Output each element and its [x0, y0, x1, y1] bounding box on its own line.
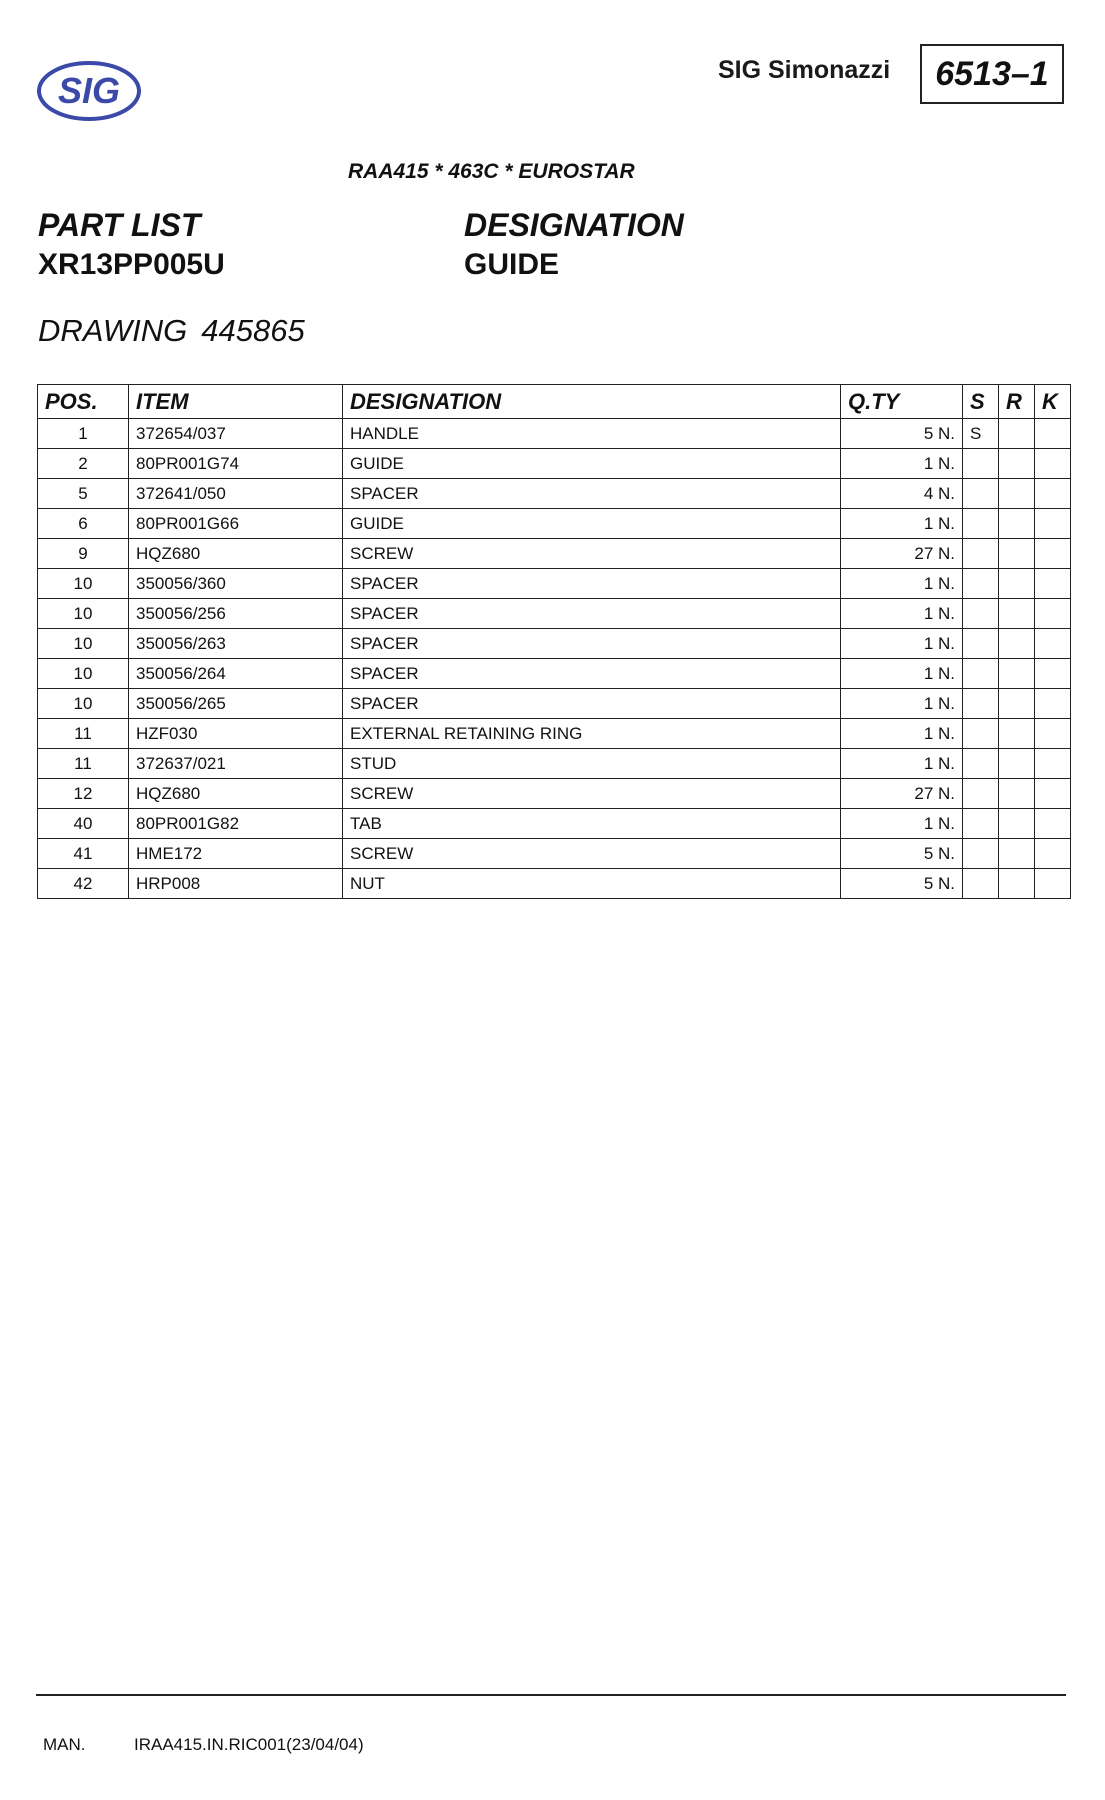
- cell-k: [1035, 479, 1071, 509]
- header-k: K: [1035, 385, 1071, 419]
- cell-designation: SPACER: [343, 689, 841, 719]
- cell-s: S: [963, 419, 999, 449]
- cell-item: HZF030: [129, 719, 343, 749]
- cell-qty: 1 N.: [841, 629, 963, 659]
- cell-s: [963, 689, 999, 719]
- sig-logo-text: SIG: [57, 70, 121, 111]
- header-item: ITEM: [129, 385, 343, 419]
- header-s: S: [963, 385, 999, 419]
- cell-k: [1035, 839, 1071, 869]
- cell-designation: SCREW: [343, 779, 841, 809]
- designation-value: GUIDE: [464, 248, 560, 281]
- cell-k: [1035, 629, 1071, 659]
- cell-pos: 6: [38, 509, 129, 539]
- cell-s: [963, 509, 999, 539]
- cell-r: [999, 539, 1035, 569]
- cell-r: [999, 869, 1035, 899]
- table-row: [38, 569, 1071, 599]
- table-row: [38, 659, 1071, 689]
- cell-pos: 40: [38, 809, 129, 839]
- cell-r: [999, 569, 1035, 599]
- cell-r: [999, 419, 1035, 449]
- part-list-label: PART LIST: [38, 207, 201, 243]
- table-row: [38, 869, 1071, 899]
- table-row: [38, 749, 1071, 779]
- cell-r: [999, 509, 1035, 539]
- cell-k: [1035, 599, 1071, 629]
- cell-s: [963, 659, 999, 689]
- cell-r: [999, 839, 1035, 869]
- page-code: 6513–1: [920, 44, 1064, 104]
- header-qty: Q.TY: [841, 385, 963, 419]
- cell-designation: SPACER: [343, 479, 841, 509]
- cell-pos: 42: [38, 869, 129, 899]
- designation-label: DESIGNATION: [464, 207, 684, 243]
- cell-k: [1035, 749, 1071, 779]
- cell-designation: SPACER: [343, 569, 841, 599]
- brand-name: SIG Simonazzi: [718, 56, 891, 84]
- cell-pos: 11: [38, 749, 129, 779]
- cell-item: HQZ680: [129, 779, 343, 809]
- cell-pos: 10: [38, 569, 129, 599]
- cell-item: 372637/021: [129, 749, 343, 779]
- table-row: [38, 839, 1071, 869]
- cell-pos: 5: [38, 479, 129, 509]
- cell-pos: 41: [38, 839, 129, 869]
- cell-pos: 10: [38, 599, 129, 629]
- parts-table: [37, 384, 1071, 899]
- cell-r: [999, 779, 1035, 809]
- cell-item: 350056/263: [129, 629, 343, 659]
- cell-qty: 4 N.: [841, 479, 963, 509]
- cell-qty: 1 N.: [841, 449, 963, 479]
- cell-s: [963, 539, 999, 569]
- cell-designation: NUT: [343, 869, 841, 899]
- cell-qty: 27 N.: [841, 779, 963, 809]
- cell-qty: 1 N.: [841, 599, 963, 629]
- cell-r: [999, 719, 1035, 749]
- drawing-reference: [38, 313, 305, 349]
- cell-item: HME172: [129, 839, 343, 869]
- cell-k: [1035, 719, 1071, 749]
- cell-r: [999, 629, 1035, 659]
- table-row: [38, 599, 1071, 629]
- cell-qty: 1 N.: [841, 509, 963, 539]
- cell-k: [1035, 869, 1071, 899]
- drawing-number: 445865: [201, 313, 305, 348]
- cell-s: [963, 869, 999, 899]
- parts-table-body: [38, 419, 1071, 899]
- table-row: [38, 509, 1071, 539]
- cell-k: [1035, 689, 1071, 719]
- cell-r: [999, 689, 1035, 719]
- cell-designation: EXTERNAL RETAINING RING: [343, 719, 841, 749]
- cell-s: [963, 749, 999, 779]
- cell-item: 80PR001G82: [129, 809, 343, 839]
- cell-k: [1035, 419, 1071, 449]
- table-header-row: [38, 385, 1071, 419]
- header-r: R: [999, 385, 1035, 419]
- cell-s: [963, 449, 999, 479]
- cell-r: [999, 749, 1035, 779]
- cell-item: 350056/264: [129, 659, 343, 689]
- cell-qty: 1 N.: [841, 749, 963, 779]
- cell-k: [1035, 539, 1071, 569]
- header-designation: DESIGNATION: [343, 385, 841, 419]
- cell-item: HRP008: [129, 869, 343, 899]
- cell-s: [963, 629, 999, 659]
- cell-qty: 5 N.: [841, 869, 963, 899]
- cell-qty: 1 N.: [841, 659, 963, 689]
- cell-pos: 9: [38, 539, 129, 569]
- cell-pos: 12: [38, 779, 129, 809]
- cell-s: [963, 569, 999, 599]
- cell-designation: SCREW: [343, 539, 841, 569]
- cell-designation: GUIDE: [343, 509, 841, 539]
- table-row: [38, 629, 1071, 659]
- table-row: [38, 449, 1071, 479]
- cell-qty: 1 N.: [841, 689, 963, 719]
- cell-pos: 10: [38, 689, 129, 719]
- cell-designation: SPACER: [343, 659, 841, 689]
- cell-designation: GUIDE: [343, 449, 841, 479]
- cell-s: [963, 779, 999, 809]
- cell-item: 372641/050: [129, 479, 343, 509]
- table-row: [38, 719, 1071, 749]
- cell-pos: 11: [38, 719, 129, 749]
- cell-item: 372654/037: [129, 419, 343, 449]
- cell-r: [999, 599, 1035, 629]
- cell-item: 350056/360: [129, 569, 343, 599]
- cell-k: [1035, 569, 1071, 599]
- cell-qty: 5 N.: [841, 839, 963, 869]
- table-row: [38, 779, 1071, 809]
- cell-k: [1035, 659, 1071, 689]
- cell-designation: SPACER: [343, 599, 841, 629]
- cell-qty: 1 N.: [841, 719, 963, 749]
- footer-man: MAN.: [43, 1735, 86, 1754]
- cell-item: 80PR001G74: [129, 449, 343, 479]
- cell-designation: HANDLE: [343, 419, 841, 449]
- table-row: [38, 539, 1071, 569]
- model-subtitle: RAA415 * 463C * EUROSTAR: [348, 160, 635, 183]
- cell-designation: SPACER: [343, 629, 841, 659]
- footer-reference: IRAA415.IN.RIC001(23/04/04): [134, 1735, 364, 1754]
- drawing-label: DRAWING: [38, 313, 188, 348]
- header-pos: POS.: [38, 385, 129, 419]
- cell-k: [1035, 809, 1071, 839]
- part-list-code: XR13PP005U: [38, 248, 225, 281]
- cell-qty: 1 N.: [841, 809, 963, 839]
- cell-pos: 10: [38, 659, 129, 689]
- table-row: [38, 809, 1071, 839]
- cell-k: [1035, 509, 1071, 539]
- cell-designation: TAB: [343, 809, 841, 839]
- table-row: [38, 479, 1071, 509]
- cell-pos: 10: [38, 629, 129, 659]
- cell-s: [963, 479, 999, 509]
- cell-r: [999, 479, 1035, 509]
- cell-s: [963, 839, 999, 869]
- cell-k: [1035, 779, 1071, 809]
- cell-item: 350056/265: [129, 689, 343, 719]
- cell-s: [963, 809, 999, 839]
- cell-r: [999, 449, 1035, 479]
- table-row: [38, 419, 1071, 449]
- cell-s: [963, 599, 999, 629]
- cell-qty: 1 N.: [841, 569, 963, 599]
- table-row: [38, 689, 1071, 719]
- cell-item: 350056/256: [129, 599, 343, 629]
- cell-pos: 2: [38, 449, 129, 479]
- sig-logo: [36, 60, 142, 122]
- cell-pos: 1: [38, 419, 129, 449]
- cell-r: [999, 809, 1035, 839]
- cell-qty: 27 N.: [841, 539, 963, 569]
- cell-item: 80PR001G66: [129, 509, 343, 539]
- cell-designation: STUD: [343, 749, 841, 779]
- cell-qty: 5 N.: [841, 419, 963, 449]
- cell-item: HQZ680: [129, 539, 343, 569]
- cell-k: [1035, 449, 1071, 479]
- cell-designation: SCREW: [343, 839, 841, 869]
- footer-divider: [36, 1694, 1066, 1696]
- cell-r: [999, 659, 1035, 689]
- cell-s: [963, 719, 999, 749]
